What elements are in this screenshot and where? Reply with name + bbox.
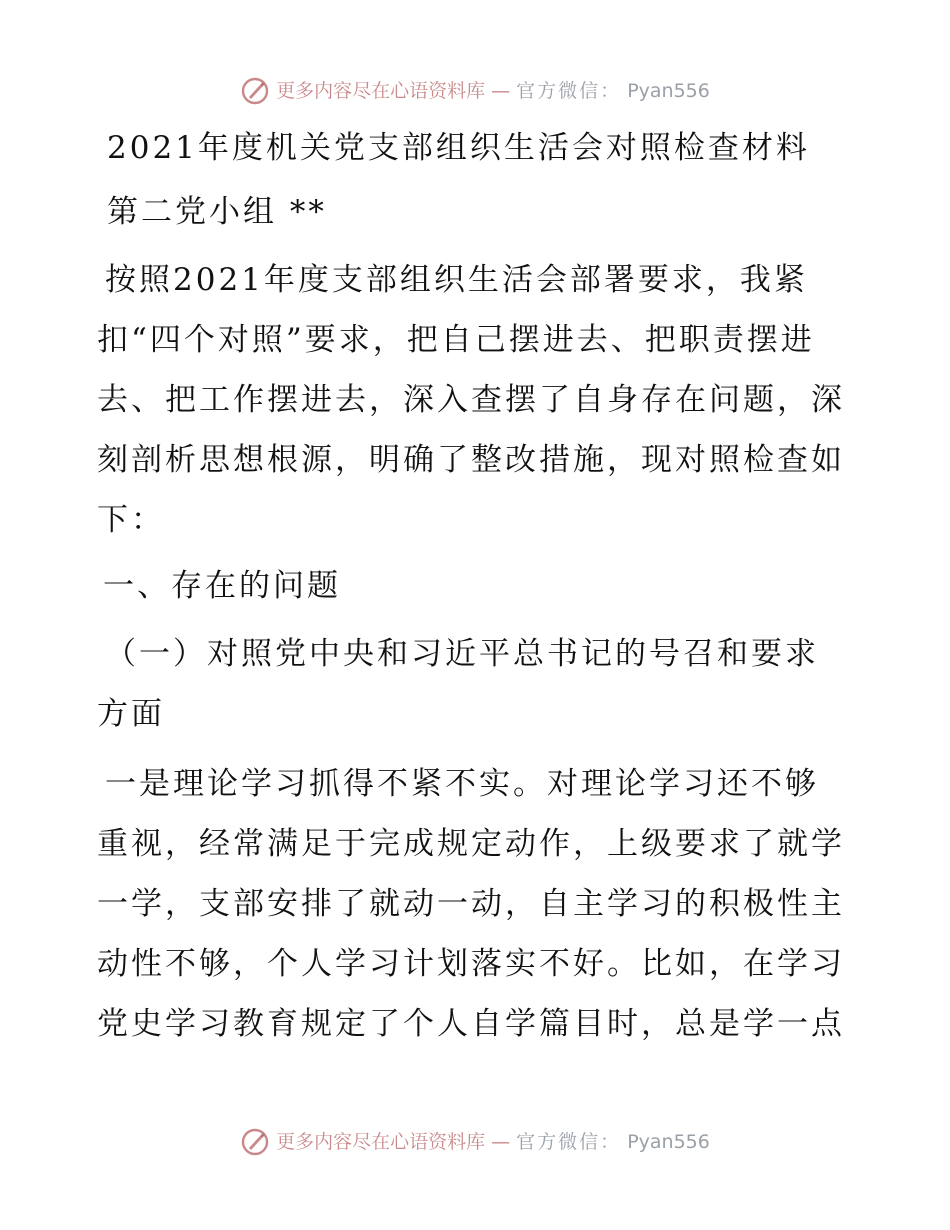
watermark-id: Pyan556	[627, 80, 710, 102]
footer-watermark	[0, 1127, 950, 1157]
watermark-text: 更多内容尽在心语资料库	[276, 80, 486, 102]
subsection-heading	[97, 624, 857, 744]
watermark-label: 官方微信：	[516, 1131, 622, 1153]
paragraph-line: 重视，经常满足于完成规定动作，上级要求了就学	[97, 826, 845, 862]
paragraph-line: 党史学习教育规定了个人自学篇目时，总是学一点	[97, 1006, 845, 1042]
section-heading: 一、存在的问题	[103, 568, 341, 604]
pen-logo-icon	[240, 1127, 270, 1157]
paragraph-line: （一）对照党中央和习近平总书记的号召和要求	[105, 636, 819, 672]
intro-paragraph	[97, 250, 857, 550]
watermark-text: 更多内容尽在心语资料库	[276, 1131, 486, 1153]
paragraph-line: 按照2021年度支部组织生活会部署要求，我紧	[105, 262, 808, 298]
document-author: 第二党小组 **	[107, 194, 327, 230]
document-title: 2021年度机关党支部组织生活会对照检查材料	[107, 130, 810, 166]
document-body	[97, 120, 857, 1054]
watermark-separator: —	[491, 1131, 511, 1153]
paragraph-line: 方面	[97, 696, 165, 732]
paragraph-line: 一学，支部安排了就动一动，自主学习的积极性主	[97, 886, 845, 922]
paragraph-line: 去、把工作摆进去，深入查摆了自身存在问题，深	[97, 382, 845, 418]
watermark-separator: —	[491, 80, 511, 102]
paragraph-line: 下：	[97, 502, 165, 538]
point-paragraph	[97, 754, 857, 1054]
paragraph-line: 刻剖析思想根源，明确了整改措施，现对照检查如	[97, 442, 845, 478]
watermark-label: 官方微信：	[516, 80, 622, 102]
watermark-id: Pyan556	[627, 1131, 710, 1153]
paragraph-line: 扣“四个对照”要求，把自己摆进去、把职责摆进	[97, 322, 815, 358]
paragraph-line: 动性不够，个人学习计划落实不好。比如，在学习	[97, 946, 845, 982]
paragraph-line: 一是理论学习抓得不紧不实。对理论学习还不够	[105, 766, 819, 802]
pen-logo-icon	[240, 76, 270, 106]
header-watermark	[0, 76, 950, 106]
